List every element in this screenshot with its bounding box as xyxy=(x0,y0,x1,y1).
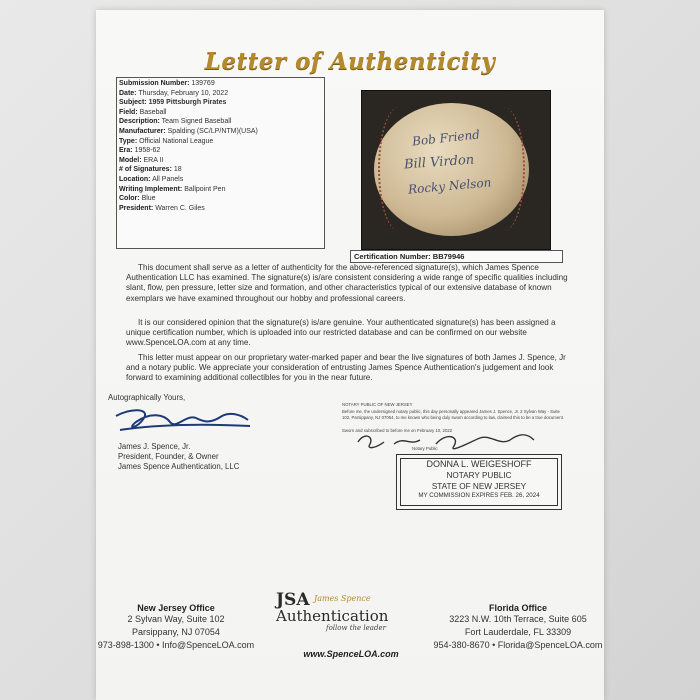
jsa-logo xyxy=(276,592,426,652)
nj-office-line: 973-898-1300 • Info@SpenceLOA.com xyxy=(97,640,255,650)
authenticity-paragraph: This document shall serve as a letter of authenticity for the above-referenced signature(s), which James Spence Authentication LLC has examined. The signature(s) is/are consistent considering a wide range of specific qualities including slant, flow, pen pressure, letter size and formation, and other characteristics typical of our extensive database of known exemplars we have examined throughout our hobby and professional careers. xyxy=(126,263,568,303)
detail-row: Field: Baseball xyxy=(119,108,167,116)
closing-salutation: Autographically Yours, xyxy=(108,393,186,402)
detail-row: Date: Thursday, February 10, 2022 xyxy=(119,89,229,97)
nj-office-line: Parsippany, NJ 07054 xyxy=(132,627,220,637)
notary-header: NOTARY PUBLIC OF NEW JERSEY xyxy=(342,402,413,407)
detail-row: Subject: 1959 Pittsburgh Pirates xyxy=(119,99,227,107)
jsa-logo-tagline: follow the leader xyxy=(326,624,386,632)
fl-office xyxy=(432,603,604,652)
item-details-box xyxy=(116,77,325,249)
baseball-image xyxy=(374,103,529,236)
jsa-logo-main: Authentication xyxy=(276,607,389,625)
certification-number-box: Certification Number: BB79946 xyxy=(350,250,563,263)
detail-row: Color: Blue xyxy=(119,195,156,203)
detail-row: Type: Official National League xyxy=(119,137,214,145)
stamp-line: NOTARY PUBLIC xyxy=(446,471,512,480)
notary-signature-label: Notary Public xyxy=(412,446,438,451)
watermark-paragraph: This letter must appear on our proprietary water-marked paper and bear the live signatures of both James J. Spence, Jr and a notary public. We appreciate your consideration of entrusting James Spence Authentication's judgement and look forward to examining additional collectibles for you in the near future. xyxy=(126,353,566,383)
detail-row: Era: 1958-62 xyxy=(119,147,161,155)
ball-signature: Bob Friend xyxy=(411,127,481,149)
stamp-line: STATE OF NEW JERSEY xyxy=(431,482,527,491)
ball-signature: Rocky Nelson xyxy=(407,175,492,197)
spence-company: James Spence Authentication, LLC xyxy=(118,462,240,471)
opinion-paragraph: It is our considered opinion that the signature(s) is/are genuine. Your authenticated signature(s) has been assigned a unique certification number, which is uploaded into our restricted database and can be confirmed on our website www.SpenceLOA.com at any time. xyxy=(126,318,556,348)
ball-seam-right xyxy=(483,107,525,231)
detail-row: # of Signatures: 18 xyxy=(119,166,182,174)
jsa-logo-brand: JSA xyxy=(276,590,310,610)
nj-office-line: 2 Sylvan Way, Suite 102 xyxy=(127,614,225,624)
detail-row: Manufacturer: Spalding (SC/LP/NTM)(USA) xyxy=(119,127,258,135)
ball-signature: Bill Virdon xyxy=(403,152,475,173)
fl-office-line: 3223 N.W. 10th Terrace, Suite 605 xyxy=(449,614,587,624)
nj-office-title: New Jersey Office xyxy=(137,603,215,613)
spence-name: James J. Spence, Jr. xyxy=(118,442,191,451)
notary-stamp xyxy=(396,454,562,510)
letter-page xyxy=(96,10,604,700)
detail-row: Description: Team Signed Baseball xyxy=(119,118,232,126)
detail-row: Writing Implement: Ballpoint Pen xyxy=(119,185,226,193)
baseball-photo xyxy=(361,90,551,250)
spence-role: President, Founder, & Owner xyxy=(118,452,219,461)
letter-title: Letter of Authenticity xyxy=(204,48,496,75)
stamp-line: DONNA L. WEIGESHOFF xyxy=(426,459,532,469)
notary-sworn: Sworn and subscribed to before me on February 10, 2022 xyxy=(342,428,453,433)
website-url: www.SpenceLOA.com xyxy=(303,649,399,659)
detail-row: Model: ERA II xyxy=(119,156,164,164)
nj-office xyxy=(96,603,256,652)
fl-office-line: 954-380-8670 • Florida@SpenceLOA.com xyxy=(433,640,603,650)
detail-row: Submission Number: 139769 xyxy=(119,80,215,87)
fl-office-line: Fort Lauderdale, FL 33309 xyxy=(464,627,572,637)
detail-row: Location: All Panels xyxy=(119,175,184,183)
detail-row: President: Warren C. Giles xyxy=(119,204,205,212)
fl-office-title: Florida Office xyxy=(488,603,547,613)
stamp-line: MY COMMISSION EXPIRES FEB. 26, 2024 xyxy=(418,492,540,499)
jsa-logo-sub: James Spence xyxy=(314,594,371,603)
notary-statement: Before me, the undersigned notary public, this day personally appeared James J. Spence, Jr. 2 Sylvan Way - Suite 102, Parsippany, NJ 07054, to me known who being duly sworn according to law, claimed this to be a true document. xyxy=(342,409,565,420)
spence-signature-icon xyxy=(110,400,260,442)
